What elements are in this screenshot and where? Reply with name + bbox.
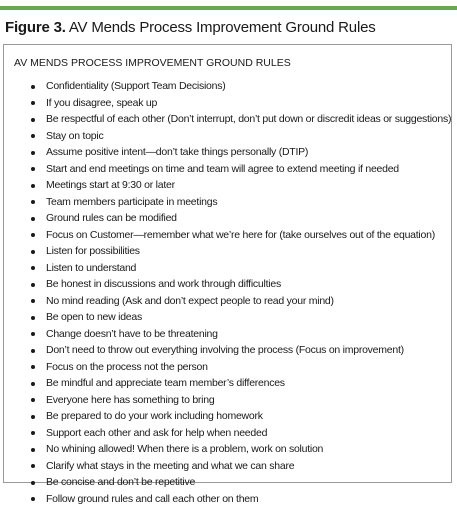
bullet-icon — [31, 431, 35, 435]
bullet-icon — [31, 365, 35, 369]
rule-text: Be concise and don’t be repetitive — [46, 474, 195, 491]
rule-text: Assume positive intent—don’t take things personally (DTIP) — [46, 144, 308, 161]
bullet-icon — [31, 448, 35, 452]
rule-text: Ground rules can be modified — [46, 210, 177, 227]
rule-text: Everyone here has something to bring — [46, 392, 214, 409]
bullet-icon — [31, 85, 35, 89]
rule-text: Listen to understand — [46, 260, 136, 277]
rule-text: Team members participate in meetings — [46, 194, 217, 211]
bullet-icon — [31, 415, 35, 419]
figure-label: Figure 3. — [5, 19, 66, 36]
bullet-icon — [31, 217, 35, 221]
rule-text: Focus on Customer—remember what we’re here for (take ourselves out of the equation) — [46, 227, 435, 244]
bullet-icon — [31, 250, 35, 254]
bullet-icon — [31, 349, 35, 353]
rule-text: Focus on the process not the person — [46, 359, 208, 376]
box-heading: AV MENDS PROCESS IMPROVEMENT GROUND RULES — [14, 56, 291, 70]
bullet-icon — [31, 316, 35, 320]
rule-text: Meetings start at 9:30 or later — [46, 177, 175, 194]
rule-text: Start and end meetings on time and team will agree to extend meeting if needed — [46, 161, 399, 178]
bullet-icon — [31, 481, 35, 485]
bullet-icon — [31, 332, 35, 336]
rule-text: Be mindful and appreciate team member’s differences — [46, 375, 285, 392]
bullet-icon — [31, 464, 35, 468]
rule-text: If you disagree, speak up — [46, 95, 157, 112]
bullet-icon — [31, 200, 35, 204]
bullet-icon — [31, 497, 35, 501]
rule-text: Be honest in discussions and work through difficulties — [46, 276, 281, 293]
rule-text: Be open to new ideas — [46, 309, 142, 326]
bullet-icon — [31, 101, 35, 105]
rule-text: Don’t need to throw out everything involving the process (Focus on improvement) — [46, 342, 404, 359]
rule-text: Support each other and ask for help when needed — [46, 425, 267, 442]
rule-text: Confidentiality (Support Team Decisions) — [46, 78, 225, 95]
bullet-icon — [31, 283, 35, 287]
rule-text: Be respectful of each other (Don’t interrupt, don’t put down or discredit ideas or suggestions) — [46, 111, 451, 128]
rule-text: Be prepared to do your work including homework — [46, 408, 263, 425]
figure-title-text: AV Mends Process Improvement Ground Rules — [69, 19, 376, 36]
bullet-icon — [31, 167, 35, 171]
rule-text: Listen for possibilities — [46, 243, 140, 260]
rule-text: Clarify what stays in the meeting and what we can share — [46, 458, 294, 475]
bullet-icon — [31, 118, 35, 122]
bullet-icon — [31, 151, 35, 155]
figure-title — [5, 18, 376, 38]
ground-rules-box — [3, 44, 452, 483]
bullet-icon — [31, 266, 35, 270]
rule-text: Stay on topic — [46, 128, 103, 145]
bullet-icon — [31, 134, 35, 138]
bullet-icon — [31, 382, 35, 386]
rule-text: No mind reading (Ask and don’t expect people to read your mind) — [46, 293, 334, 310]
bullet-icon — [31, 184, 35, 188]
bullet-icon — [31, 233, 35, 237]
bullet-icon — [31, 299, 35, 303]
top-accent-rule — [0, 6, 457, 10]
rule-text: Follow ground rules and call each other on them — [46, 491, 258, 507]
rule-text: Change doesn’t have to be threatening — [46, 326, 218, 343]
bullet-icon — [31, 398, 35, 402]
rule-text: No whining allowed! When there is a problem, work on solution — [46, 441, 323, 458]
